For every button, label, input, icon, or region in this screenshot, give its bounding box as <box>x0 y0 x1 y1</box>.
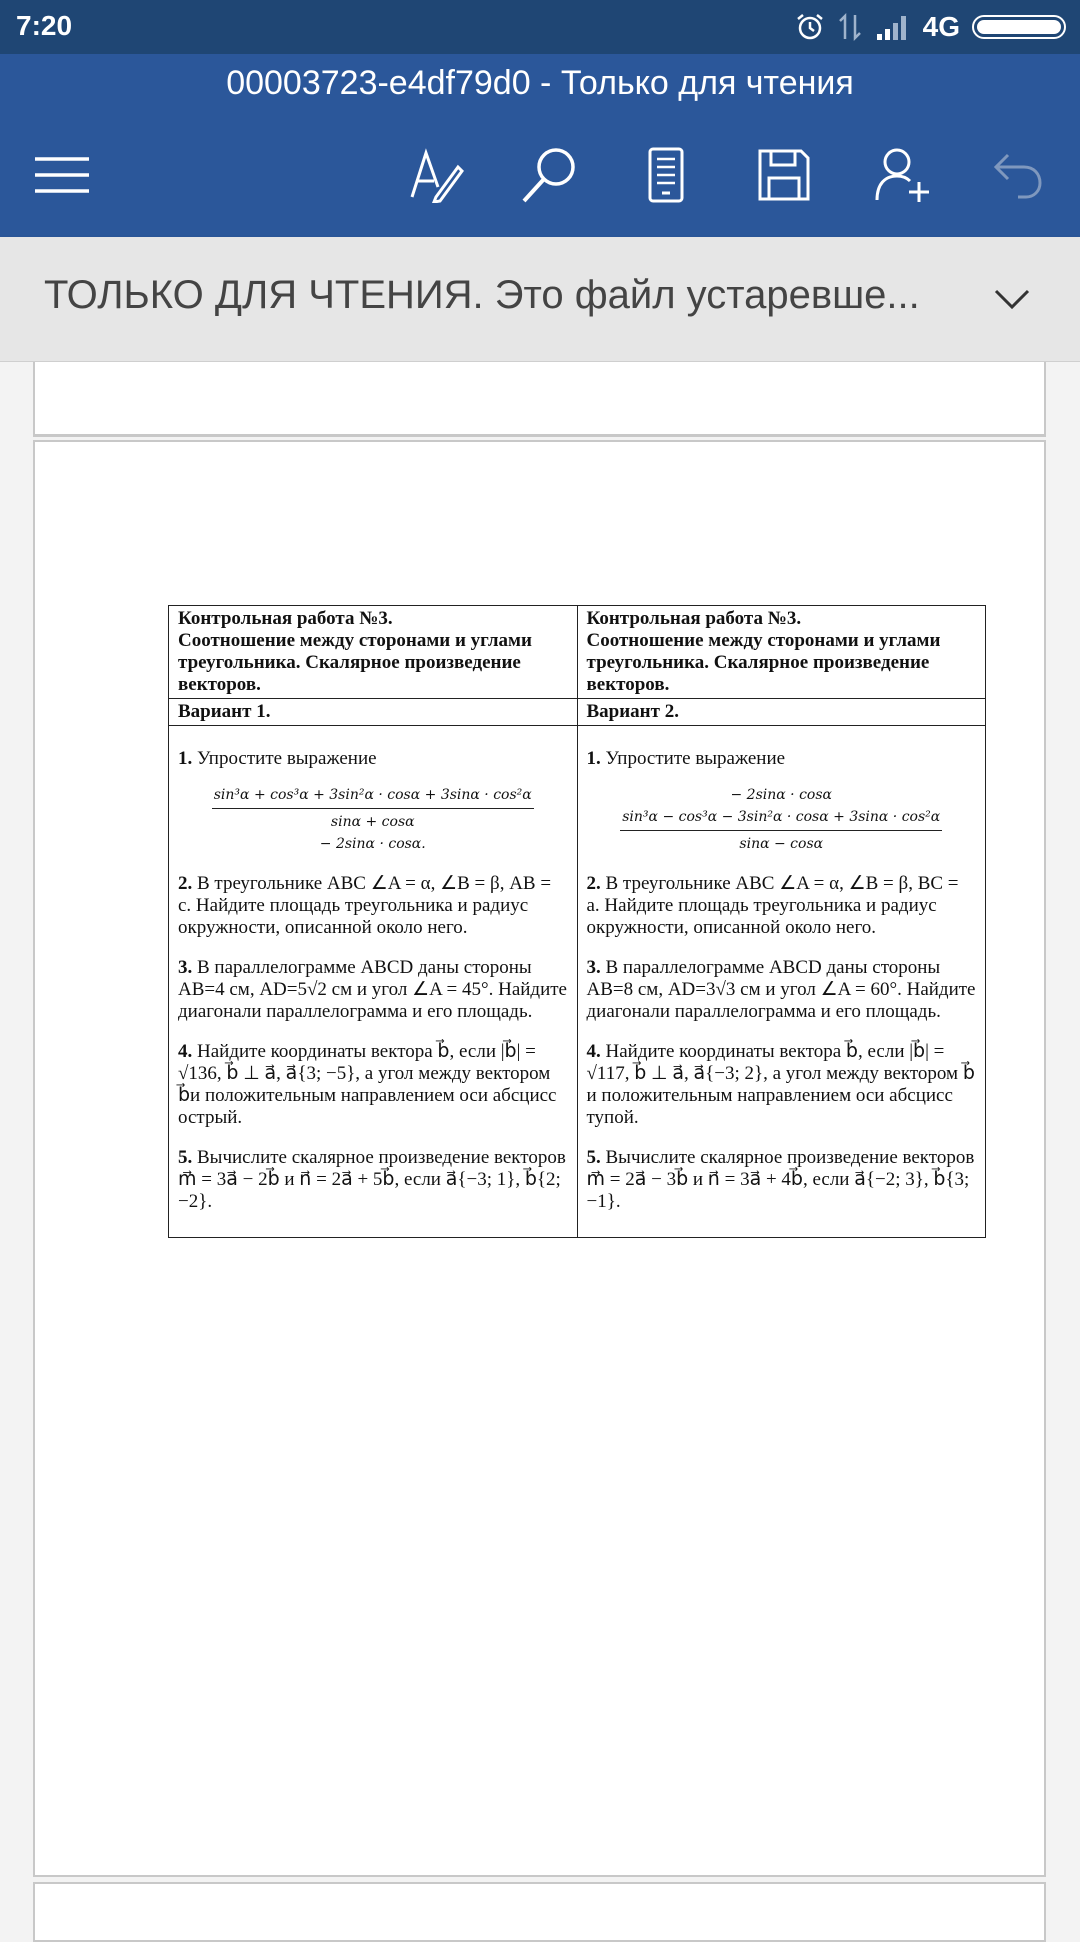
battery-icon <box>972 15 1066 39</box>
header-cell-1: Контрольная работа №3. Соотношение между сторонами и углами треугольника. Скалярное произведение векторов. <box>169 606 578 699</box>
edit-button[interactable] <box>404 143 468 207</box>
task-4 <box>587 1041 977 1129</box>
search-icon <box>520 145 580 205</box>
variant-cell-1: Вариант 1. <box>169 699 578 726</box>
document-page <box>33 440 1046 1877</box>
share-button[interactable] <box>870 143 934 207</box>
task-1 <box>587 748 977 855</box>
expression-numerator: sin³α + cos³α + 3sin²α · cosα + 3sinα · cos²α <box>212 784 534 809</box>
task-number: 3. <box>586 957 601 978</box>
tasks-cell-1 <box>169 726 578 1238</box>
task-text: Упростите выражение <box>605 748 786 769</box>
task-2 <box>587 873 977 939</box>
expression <box>178 784 568 855</box>
signal-icon <box>875 12 911 42</box>
task-5 <box>178 1147 568 1213</box>
task-number: 2. <box>586 873 601 894</box>
task-4 <box>178 1041 568 1129</box>
alarm-icon <box>795 12 825 42</box>
task-2 <box>178 873 568 939</box>
status-bar <box>0 0 1080 54</box>
network-type: 4G <box>922 11 960 42</box>
task-number: 5. <box>586 1147 601 1168</box>
expression-denominator: sinα − cosα <box>739 836 824 852</box>
undo-icon <box>992 149 1044 201</box>
banner-text: ТОЛЬКО ДЛЯ ЧТЕНИЯ. Это файл устаревше... <box>44 273 920 317</box>
expression-head: − 2sinα · cosα <box>730 787 832 803</box>
task-text: Вычислите скалярное произведение векторов m⃗ = 3a⃗ − 2b⃗ и n⃗ = 2a⃗ + 5b⃗, если a⃗{−3; 1}, b⃗{2; −2}. <box>178 1147 566 1212</box>
mobile-view-button[interactable] <box>634 143 698 207</box>
task-text: Найдите координаты вектора b⃗, если |b⃗| = √117, b⃗ ⊥ a⃗, a⃗{−3; 2}, а угол между вектором b⃗ и положительным направлением оси абсцисс тупой. <box>586 1041 975 1128</box>
task-number: 5. <box>178 1147 193 1168</box>
search-button[interactable] <box>518 143 582 207</box>
menu-icon <box>33 155 91 195</box>
expression <box>587 784 977 855</box>
read-only-banner[interactable] <box>0 237 1080 362</box>
header-cell-2: Контрольная работа №3. Соотношение между сторонами и углами треугольника. Скалярное произведение векторов. <box>577 606 986 699</box>
task-text: Вычислите скалярное произведение векторов m⃗ = 2a⃗ − 3b⃗ и n⃗ = 3a⃗ + 4b⃗, если a⃗{−2; 3}, b⃗{3; −1}. <box>586 1147 975 1212</box>
save-icon <box>757 148 811 202</box>
menu-button[interactable] <box>30 143 94 207</box>
expression-denominator: sinα + cosα <box>330 814 415 830</box>
table-row <box>169 699 986 726</box>
task-text: Найдите координаты вектора b⃗, если |b⃗| = √136, b⃗ ⊥ a⃗, a⃗{3; −5}, а угол между вектором b⃗и положительным направлением оси абсцисс острый. <box>178 1041 557 1128</box>
task-3 <box>178 957 568 1023</box>
variant-cell-2: Вариант 2. <box>577 699 986 726</box>
next-page <box>33 1882 1046 1942</box>
document-area[interactable] <box>0 362 1080 1920</box>
previous-page <box>33 362 1046 437</box>
task-number: 2. <box>178 873 193 894</box>
task-number: 4. <box>178 1041 193 1062</box>
task-text: В параллелограмме ABCD даны стороны AB=8 см, AD=3√3 см и угол ∠A = 60°. Найдите диагонали параллелограмма и его площадь. <box>586 957 976 1022</box>
task-3 <box>587 957 977 1023</box>
table-row <box>169 606 986 699</box>
save-button[interactable] <box>752 143 816 207</box>
expression-numerator: sin³α − cos³α − 3sin²α · cosα + 3sinα · cos²α <box>620 806 942 831</box>
task-number: 4. <box>586 1041 601 1062</box>
task-text: Упростите выражение <box>197 748 377 769</box>
data-transfer-icon <box>837 12 863 42</box>
tasks-cell-2 <box>577 726 986 1238</box>
status-icons <box>795 10 1066 44</box>
document-title: 00003723-e4df79d0 - Только для чтения <box>226 64 854 102</box>
task-text: В параллелограмме ABCD даны стороны AB=4 см, AD=5√2 см и угол ∠A = 45°. Найдите диагонали параллелограмма и его площадь. <box>178 957 567 1022</box>
status-time: 7:20 <box>16 10 73 41</box>
edit-icon <box>408 147 464 203</box>
task-text: В треугольнике ABC ∠A = α, ∠B = β, BC = a. Найдите площадь треугольника и радиус окружности, описанной около него. <box>586 873 959 938</box>
task-number: 1. <box>178 748 193 769</box>
task-text: В треугольнике ABC ∠A = α, ∠B = β, AB = c. Найдите площадь треугольника и радиус окружности, описанной около него. <box>178 873 552 938</box>
table-row <box>169 726 986 1238</box>
task-number: 1. <box>586 748 601 769</box>
app-header <box>0 54 1080 237</box>
share-icon <box>873 146 931 204</box>
test-table <box>168 605 986 1238</box>
undo-button[interactable] <box>986 143 1050 207</box>
task-1 <box>178 748 568 855</box>
expression-tail: − 2sinα · cosα. <box>319 836 426 852</box>
mobile-view-icon <box>646 147 686 203</box>
task-5 <box>587 1147 977 1213</box>
chevron-down-icon[interactable] <box>988 275 1036 323</box>
task-number: 3. <box>178 957 193 978</box>
